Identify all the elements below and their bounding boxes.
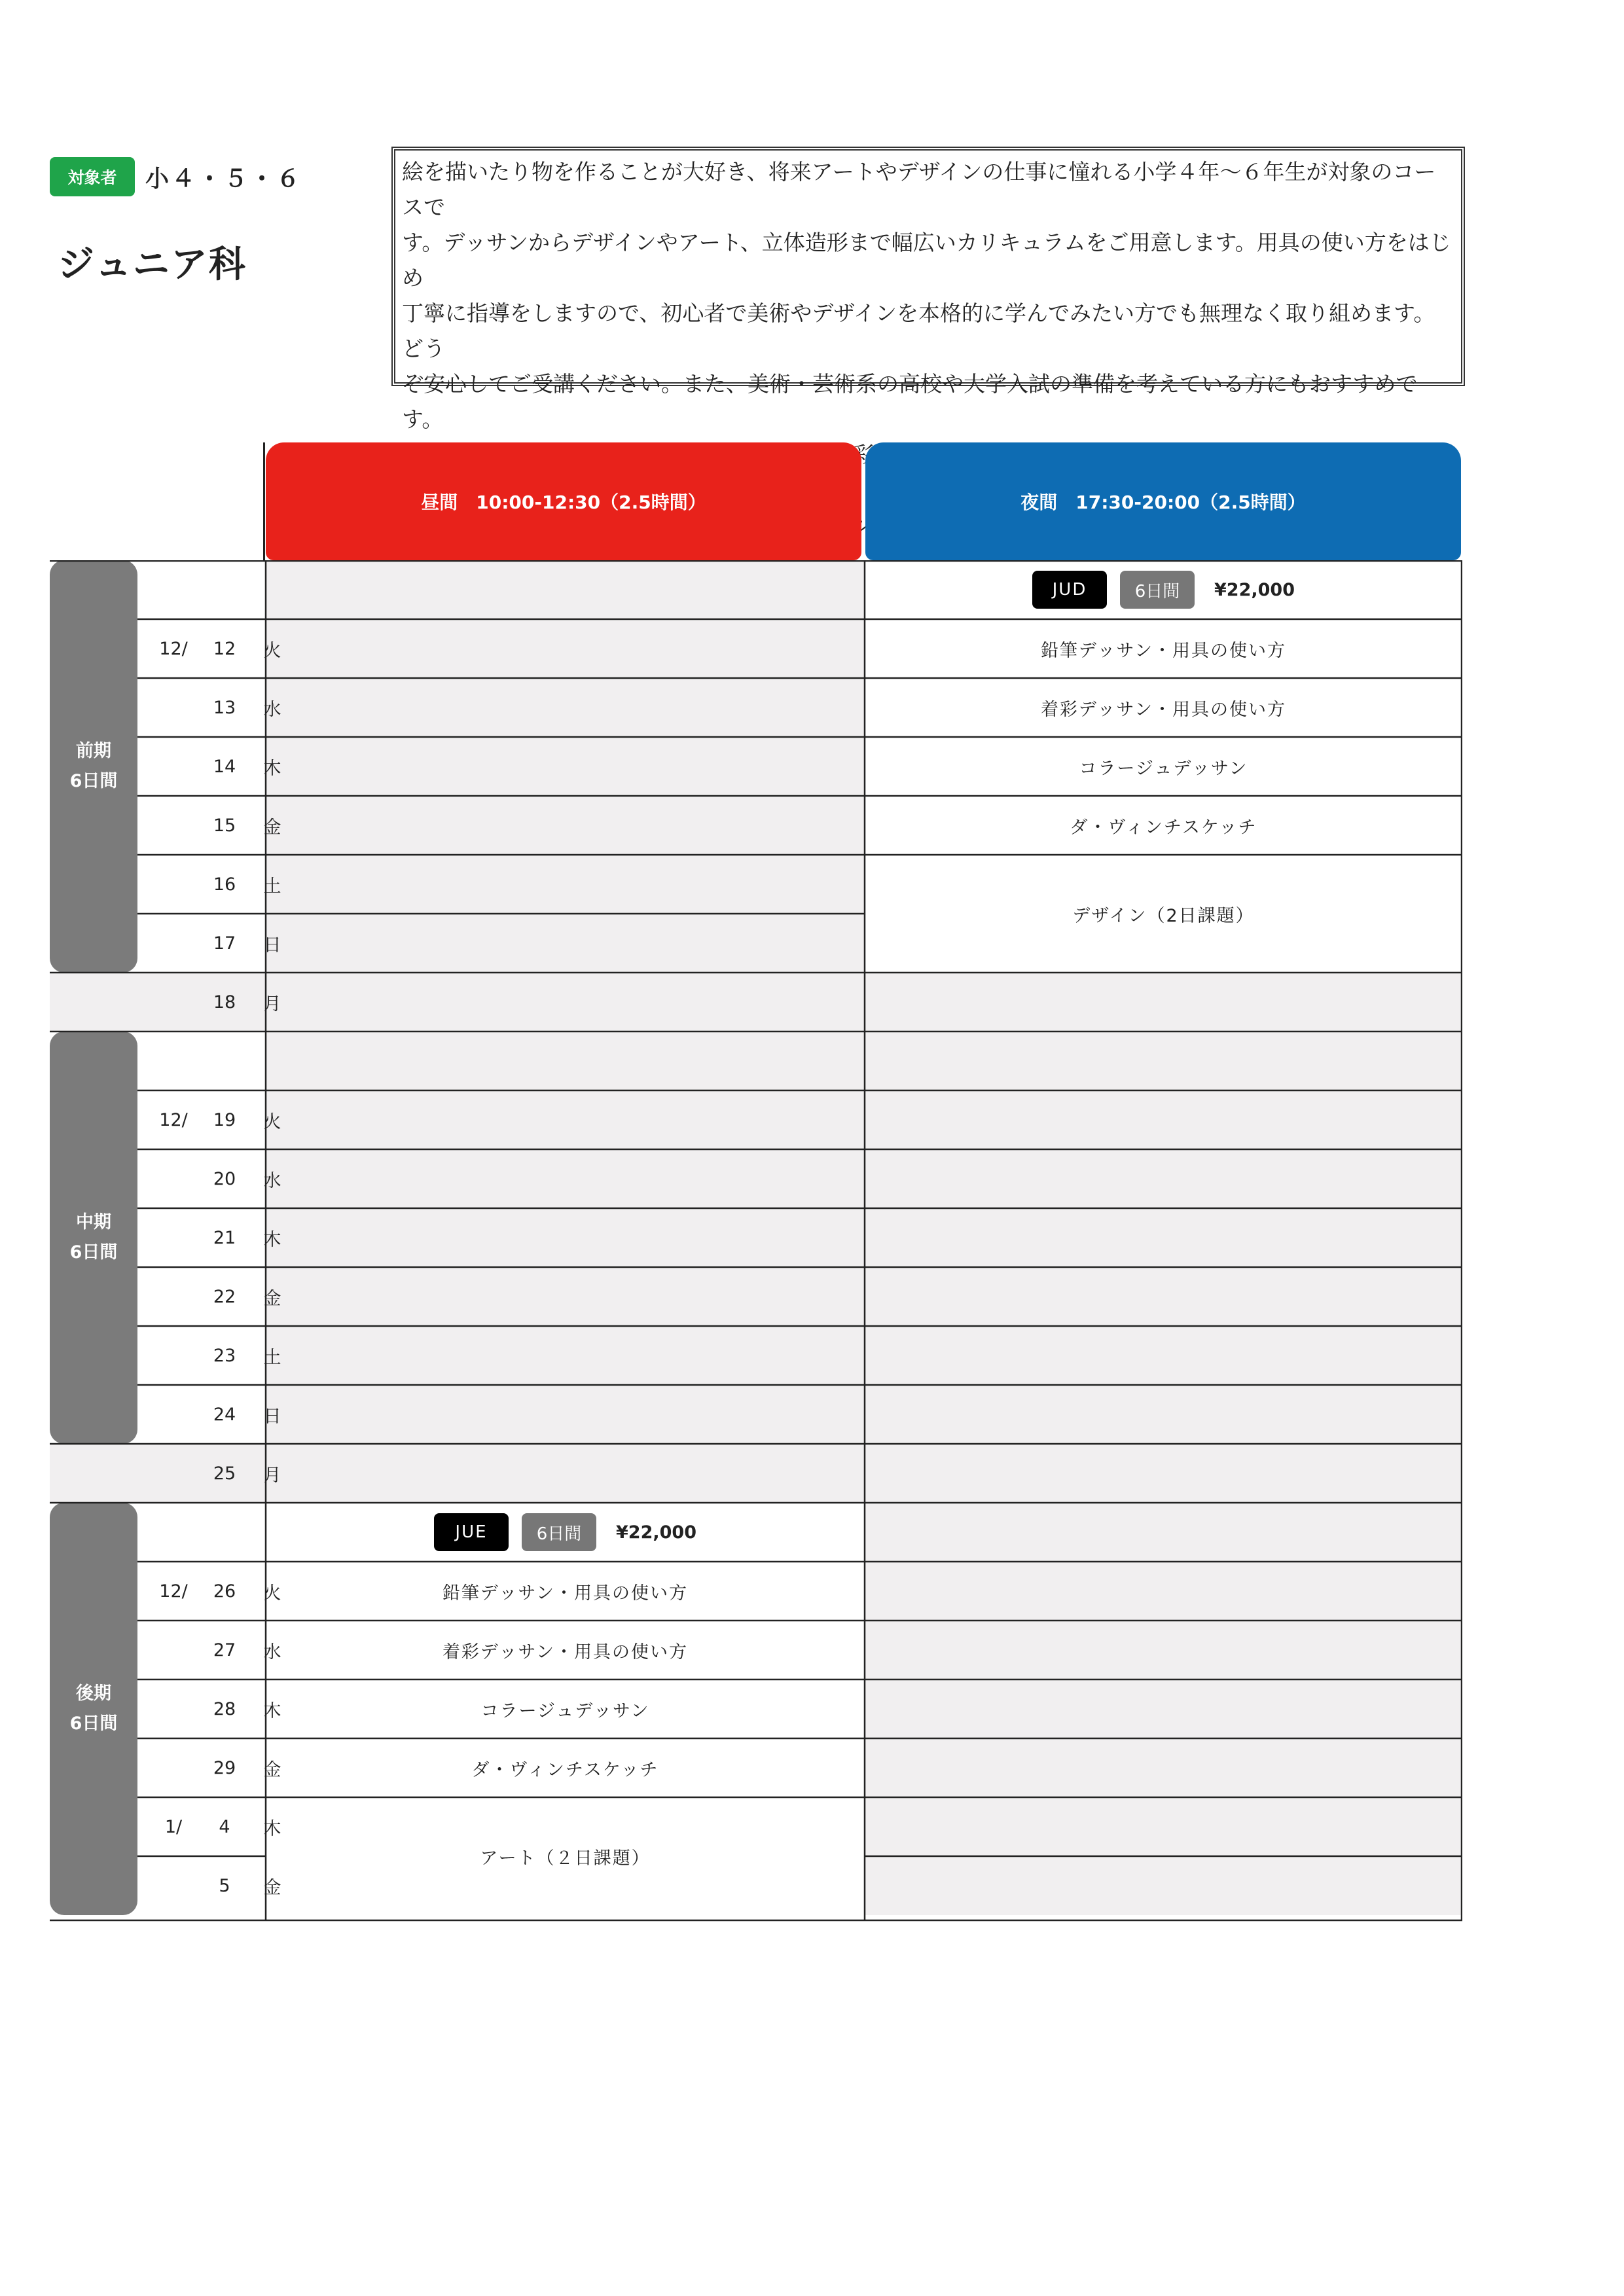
- day-cell: 17: [213, 933, 236, 954]
- weekday-cell: 土: [263, 1347, 281, 1368]
- day-session: コラージュデッサン: [480, 1700, 650, 1721]
- period-duration: 6日間: [69, 1713, 118, 1734]
- day-cell: 25: [213, 1463, 236, 1484]
- night-session: 着彩デッサン・用具の使い方: [1040, 699, 1287, 720]
- description-line: 絵を描いたり物を作ることが大好き、将来アートやデザインの仕事に憧れる小学４年〜６年生が対象のコースで: [402, 159, 1436, 220]
- period-name: 中期: [76, 1212, 111, 1232]
- weekday-cell: 土: [263, 876, 281, 897]
- course-price: ¥22,000: [616, 1522, 696, 1543]
- day-cell: 13: [213, 697, 236, 718]
- day-cell: 28: [213, 1698, 236, 1719]
- day-cell: 4: [219, 1816, 230, 1837]
- day-session: 着彩デッサン・用具の使い方: [442, 1641, 689, 1662]
- duration-badge: 6日間: [522, 1513, 596, 1551]
- grid-lines: [50, 560, 1462, 1922]
- night-session: デザイン（2日課題）: [1072, 905, 1255, 926]
- night-session: 鉛筆デッサン・用具の使い方: [1040, 640, 1287, 661]
- page-title: ジュニア科: [58, 243, 247, 286]
- period-duration: 6日間: [69, 1242, 118, 1263]
- period-name: 前期: [76, 741, 111, 761]
- schedule-table: [50, 560, 1462, 1922]
- weekday-cell: 木: [263, 758, 281, 779]
- weekday-cell: 水: [263, 1170, 281, 1191]
- target-grades: 小４・５・６: [145, 165, 303, 192]
- period-duration: 6日間: [69, 771, 118, 791]
- day-session: アート（２日課題）: [480, 1848, 651, 1869]
- course-code-badge: JUD: [1032, 571, 1107, 609]
- weekday-cell: 水: [263, 699, 281, 720]
- weekday-cell: 火: [263, 640, 281, 661]
- weekday-cell: 木: [263, 1818, 281, 1839]
- night-column-header: 夜間 17:30-20:00（2.5時間）: [865, 442, 1461, 560]
- weekday-cell: 金: [263, 1288, 281, 1309]
- description-line: す。デッサンからデザインやアート、立体造形まで幅広いカリキュラムをご用意します。用具の使い方をはじめ: [402, 230, 1451, 291]
- course-code-badge: JUE: [434, 1513, 509, 1551]
- weekday-cell: 金: [263, 817, 281, 838]
- night-session: ダ・ヴィンチスケッチ: [1070, 817, 1257, 838]
- day-column-header: 昼間 10:00-12:30（2.5時間）: [266, 442, 861, 560]
- weekday-cell: 金: [263, 1877, 281, 1898]
- weekday-cell: 日: [263, 1406, 281, 1427]
- day-cell: 20: [213, 1168, 236, 1189]
- day-cell: 21: [213, 1227, 236, 1248]
- description-box: [391, 147, 1465, 432]
- day-cell: 27: [213, 1640, 236, 1660]
- month-cell: 12/: [159, 638, 188, 659]
- day-cell: 23: [213, 1345, 236, 1366]
- day-cell: 18: [213, 992, 236, 1013]
- period-name: 後期: [76, 1683, 111, 1704]
- weekday-cell: 月: [263, 1465, 281, 1486]
- weekday-cell: 木: [263, 1229, 281, 1250]
- day-cell: 12: [213, 638, 236, 659]
- day-session: ダ・ヴィンチスケッチ: [471, 1759, 659, 1780]
- weekday-cell: 火: [263, 1583, 281, 1604]
- weekday-cell: 金: [263, 1759, 281, 1780]
- day-cell: 22: [213, 1286, 236, 1307]
- weekday-cell: 火: [263, 1111, 281, 1132]
- day-cell: 26: [213, 1581, 236, 1602]
- month-cell: 12/: [159, 1581, 188, 1602]
- day-session: 鉛筆デッサン・用具の使い方: [442, 1583, 689, 1604]
- description-line: 丁寧に指導をしますので、初心者で美術やデザインを本格的に学んでみたい方でも無理なく取り組めます。どう: [402, 300, 1435, 361]
- course-price: ¥22,000: [1214, 579, 1295, 600]
- month-cell: 12/: [159, 1109, 188, 1130]
- day-cell: 15: [213, 815, 236, 836]
- day-cell: 14: [213, 756, 236, 777]
- duration-badge: 6日間: [1120, 571, 1195, 609]
- weekday-cell: 水: [263, 1641, 281, 1662]
- day-cell: 16: [213, 874, 236, 895]
- weekday-cell: 日: [263, 935, 281, 956]
- month-cell: 1/: [164, 1816, 183, 1837]
- day-cell: 29: [213, 1757, 236, 1778]
- target-badge: 対象者: [50, 157, 135, 196]
- description-line: ぞ安心してご受講ください。また、美術・芸術系の高校や大学入試の準備を考えている方にもおすすめです。: [402, 371, 1418, 432]
- weekday-cell: 木: [263, 1700, 281, 1721]
- header-divider: [263, 442, 265, 560]
- day-cell: 5: [219, 1875, 230, 1896]
- night-session: コラージュデッサン: [1079, 758, 1248, 779]
- day-cell: 24: [213, 1404, 236, 1425]
- day-cell: 19: [213, 1109, 236, 1130]
- weekday-cell: 月: [263, 994, 281, 1014]
